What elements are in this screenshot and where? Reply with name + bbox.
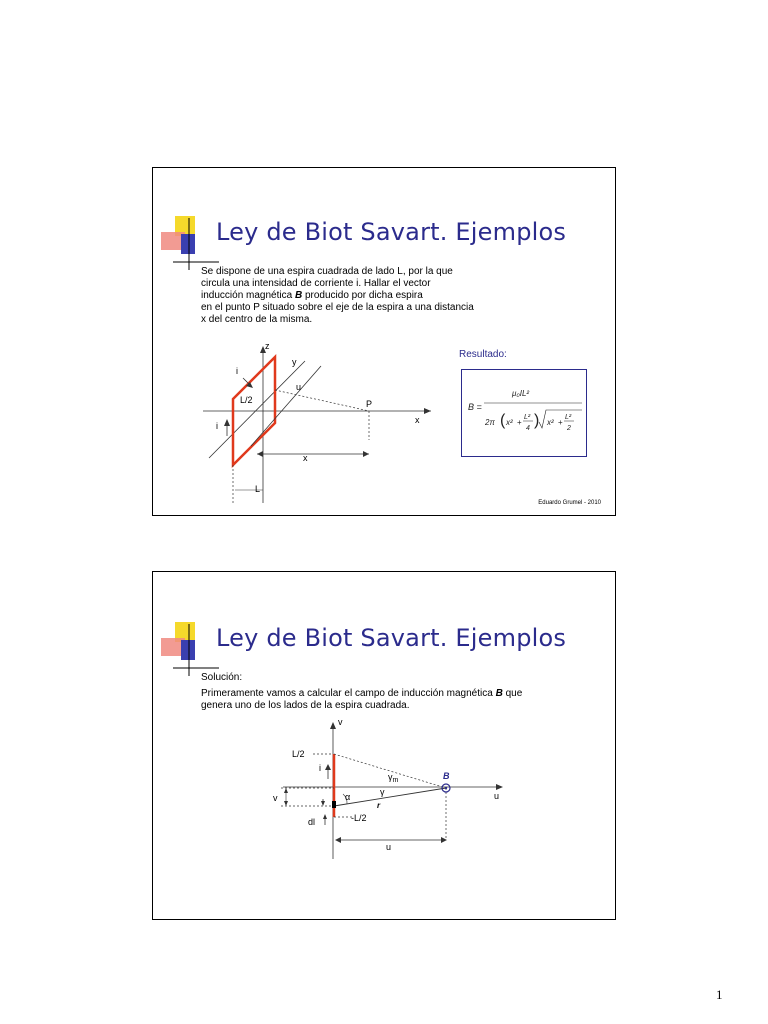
svg-text:dl: dl bbox=[308, 817, 316, 827]
svg-text:i: i bbox=[236, 366, 238, 376]
svg-text:r: r bbox=[377, 801, 381, 810]
slide-1 bbox=[152, 167, 616, 516]
svg-text:4: 4 bbox=[526, 425, 530, 432]
svg-text:u: u bbox=[296, 382, 302, 392]
footer-credit: Eduardo Grumel - 2010 bbox=[538, 500, 601, 506]
side-segment-diagram bbox=[153, 572, 615, 919]
svg-text:v: v bbox=[273, 793, 278, 803]
svg-text:μ₀IL²: μ₀IL² bbox=[512, 389, 530, 398]
svg-text:B: B bbox=[443, 771, 450, 781]
svg-text:u: u bbox=[386, 842, 392, 852]
svg-text:γ: γ bbox=[380, 787, 385, 797]
svg-text:(: ( bbox=[500, 412, 506, 429]
svg-text:v: v bbox=[338, 717, 343, 727]
svg-text:i: i bbox=[216, 421, 218, 431]
svg-text:z: z bbox=[265, 341, 270, 351]
slide-2 bbox=[152, 571, 616, 920]
result-formula-box bbox=[461, 369, 587, 457]
slide-title: Ley de Biot Savart. Ejemplos bbox=[216, 624, 567, 652]
result-formula bbox=[462, 370, 586, 456]
svg-text:P: P bbox=[366, 399, 373, 409]
svg-text:x: x bbox=[303, 453, 308, 463]
svg-text:y: y bbox=[292, 357, 297, 367]
svg-text:x²: x² bbox=[506, 418, 513, 427]
svg-text:+: + bbox=[558, 418, 563, 427]
svg-text:2π: 2π bbox=[485, 418, 495, 427]
svg-text:L/2: L/2 bbox=[240, 395, 253, 405]
svg-text:+: + bbox=[517, 418, 522, 427]
svg-text:-L/2: -L/2 bbox=[351, 813, 367, 823]
svg-text:γm: $\gamma_m$ bbox=[388, 772, 399, 784]
svg-text:x²: x² bbox=[547, 418, 554, 427]
slide-title: Ley de Biot Savart. Ejemplos bbox=[216, 218, 567, 246]
svg-text:2: 2 bbox=[567, 425, 571, 432]
problem-statement: Se dispone de una espira cuadrada de lado L, por la que circula una intensidad de corriente i. Hallar el vector inducción magnética B producido por dicha espira en el punto P situado sobre el eje de la espira a una distancia x del centro de la misma. bbox=[201, 266, 474, 325]
svg-text:): ) bbox=[534, 412, 540, 429]
solution-text: Primeramente vamos a calcular el campo de inducción magnética B que genera uno de los lados de la espira cuadrada. bbox=[201, 688, 523, 711]
loop-diagram bbox=[153, 168, 615, 515]
svg-text:L/2: L/2 bbox=[292, 749, 305, 759]
page-number: 1 bbox=[716, 987, 723, 1002]
svg-text:x: x bbox=[415, 415, 420, 425]
svg-text:u: u bbox=[494, 791, 500, 801]
svg-text:i: i bbox=[319, 763, 321, 773]
solution-label: Solución: bbox=[201, 672, 243, 683]
svg-text:L²: L² bbox=[524, 414, 531, 421]
svg-text:α: α bbox=[345, 792, 351, 802]
svg-text:L: L bbox=[255, 484, 261, 494]
result-label: Resultado: bbox=[459, 349, 507, 360]
svg-text:B =: B = bbox=[468, 402, 482, 412]
svg-text:L²: L² bbox=[565, 414, 572, 421]
